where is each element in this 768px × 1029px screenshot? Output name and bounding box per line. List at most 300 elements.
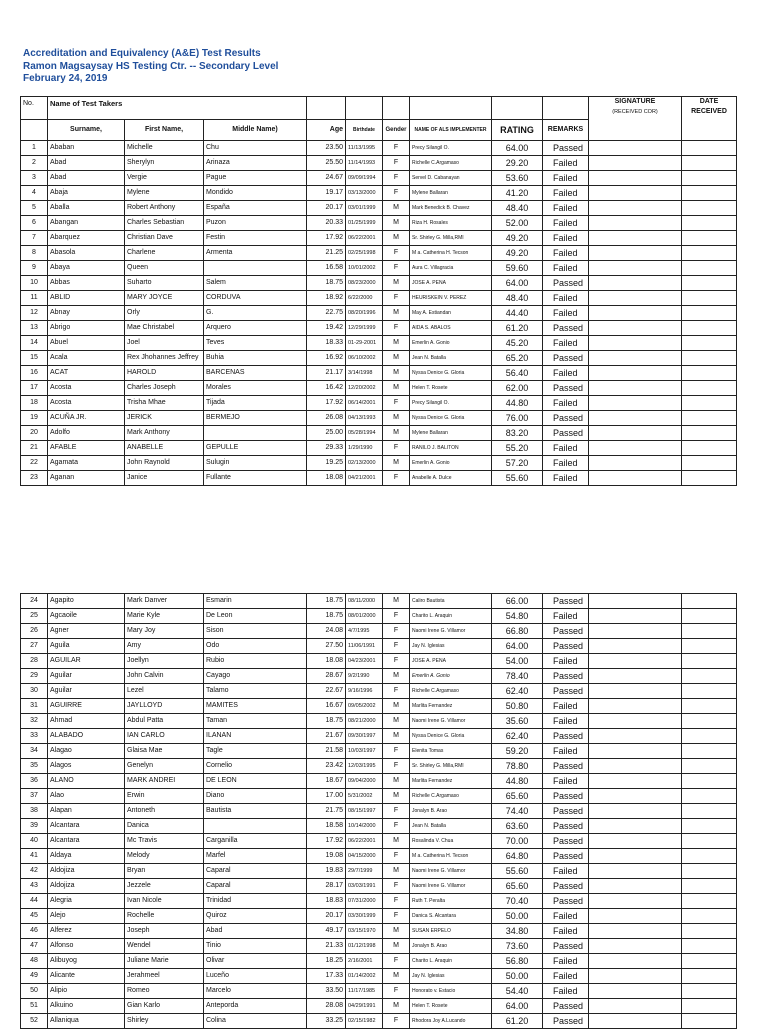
gender-cell: F (383, 684, 410, 699)
surname-cell: Alferez (48, 924, 125, 939)
row-number-cell: 17 (21, 381, 48, 396)
gender-cell: M (383, 669, 410, 684)
middle-name-cell: Salem (204, 276, 307, 291)
birthdate-cell: 02/25/1998 (346, 246, 383, 261)
middle-name-cell: Carganilla (204, 834, 307, 849)
rating-cell: 78.80 (492, 759, 543, 774)
implementer-cell: Precy Silangil O. (410, 141, 492, 156)
remarks-cell: Passed (543, 141, 589, 156)
signature-cell (589, 471, 682, 486)
gender-cell: M (383, 699, 410, 714)
surname-header: Surname, (48, 120, 125, 141)
surname-cell: Aguilar (48, 669, 125, 684)
first-name-cell: Jerahmeel (125, 969, 204, 984)
birthdate-cell: 09/30/1997 (346, 729, 383, 744)
birthdate-cell: 11/14/1993 (346, 156, 383, 171)
first-name-cell: Trisha Mhae (125, 396, 204, 411)
remarks-cell: Failed (543, 336, 589, 351)
surname-cell: ACUÑA JR. (48, 411, 125, 426)
table-row (21, 141, 737, 156)
gender-cell: F (383, 261, 410, 276)
rating-cell: 66.00 (492, 594, 543, 609)
birthdate-cell: 9/2/1990 (346, 669, 383, 684)
gender-cell: M (383, 999, 410, 1014)
implementer-cell: Jean N. Batalla (410, 351, 492, 366)
age-cell: 21.25 (307, 246, 346, 261)
age-cell: 18.92 (307, 291, 346, 306)
birthdate-cell: 11/17/1985 (346, 984, 383, 999)
rating-cell: 65.20 (492, 351, 543, 366)
signature-cell (589, 864, 682, 879)
gender-cell: M (383, 729, 410, 744)
middle-name-cell: Buhia (204, 351, 307, 366)
table-row (21, 774, 737, 789)
remarks-cell: Passed (543, 351, 589, 366)
age-cell: 49.17 (307, 924, 346, 939)
remarks-cell: Failed (543, 186, 589, 201)
first-name-cell: Abdul Patta (125, 714, 204, 729)
row-number-cell: 32 (21, 714, 48, 729)
rating-cell: 62.40 (492, 729, 543, 744)
signature-cell (589, 336, 682, 351)
row-number-cell: 28 (21, 654, 48, 669)
middle-name-cell: Anteporda (204, 999, 307, 1014)
birthdate-cell: 9/16/1996 (346, 684, 383, 699)
implementer-cell: May A. Estiandan (410, 306, 492, 321)
age-cell: 33.50 (307, 984, 346, 999)
row-number-cell: 2 (21, 156, 48, 171)
first-name-cell: John Calvin (125, 669, 204, 684)
rating-header: RATING (492, 120, 543, 141)
remarks-cell: Failed (543, 156, 589, 171)
birthdate-cell: 3/14/1998 (346, 366, 383, 381)
date-received-cell (682, 231, 737, 246)
rating-cell: 49.20 (492, 246, 543, 261)
first-name-cell: Joseph (125, 924, 204, 939)
row-number-cell: 31 (21, 699, 48, 714)
birthdate-cell: 10/14/2000 (346, 819, 383, 834)
testing-center: Ramon Magsaysay HS Testing Ctr. -- Secondary Level (23, 60, 279, 72)
first-name-cell: Sherylyn (125, 156, 204, 171)
age-cell: 18.67 (307, 774, 346, 789)
first-name-header: First Name, (125, 120, 204, 141)
surname-cell: AFABLE (48, 441, 125, 456)
surname-cell: Alicante (48, 969, 125, 984)
implementer-cell: Nyssa Denice G. Gloria (410, 411, 492, 426)
implementer-cell: Richelle C.Argamaso (410, 789, 492, 804)
gender-cell: M (383, 594, 410, 609)
table-row (21, 879, 737, 894)
surname-cell: Agcaoile (48, 609, 125, 624)
surname-cell: Agapito (48, 594, 125, 609)
middle-name-cell: CORDUVA (204, 291, 307, 306)
table-row (21, 1014, 737, 1029)
date-received-cell (682, 351, 737, 366)
table-row (21, 834, 737, 849)
surname-cell: Alao (48, 789, 125, 804)
birthdate-cell: 08/23/2000 (346, 276, 383, 291)
date-received-cell (682, 684, 737, 699)
middle-name-cell: Taman (204, 714, 307, 729)
middle-name-cell: Luceño (204, 969, 307, 984)
date-received-header: DATE RECEIVED (682, 97, 737, 141)
gender-cell: M (383, 366, 410, 381)
gender-cell: M (383, 216, 410, 231)
birthdate-cell: 08/20/1996 (346, 306, 383, 321)
surname-cell: AGUIRRE (48, 699, 125, 714)
row-number-cell: 30 (21, 684, 48, 699)
gender-cell: F (383, 654, 410, 669)
implementer-cell: AIDA S. ABALOS (410, 321, 492, 336)
row-number-cell: 51 (21, 999, 48, 1014)
date-received-cell (682, 336, 737, 351)
row-number-cell: 16 (21, 366, 48, 381)
middle-name-cell: Esmarin (204, 594, 307, 609)
surname-cell: Alipio (48, 984, 125, 999)
surname-cell: Abrigo (48, 321, 125, 336)
implementer-cell: Nyssa Denice G. Gloria (410, 729, 492, 744)
birthdate-cell: 01/14/2002 (346, 969, 383, 984)
first-name-cell: Danica (125, 819, 204, 834)
middle-name-cell: Caparal (204, 879, 307, 894)
table-row (21, 924, 737, 939)
signature-cell (589, 954, 682, 969)
row-number-cell: 20 (21, 426, 48, 441)
gender-cell: M (383, 306, 410, 321)
implementer-cell: M a. Catherina H. Tecson (410, 849, 492, 864)
row-number-cell: 35 (21, 759, 48, 774)
rating-cell: 64.00 (492, 999, 543, 1014)
gender-cell: F (383, 639, 410, 654)
surname-cell: Abangan (48, 216, 125, 231)
rating-cell: 57.20 (492, 456, 543, 471)
rating-cell: 65.60 (492, 879, 543, 894)
age-cell: 17.92 (307, 396, 346, 411)
age-cell: 19.42 (307, 321, 346, 336)
signature-cell (589, 999, 682, 1014)
gender-cell: F (383, 819, 410, 834)
remarks-cell: Passed (543, 879, 589, 894)
remarks-cell: Passed (543, 321, 589, 336)
date-received-cell (682, 969, 737, 984)
first-name-cell: Charlene (125, 246, 204, 261)
surname-cell: Acala (48, 351, 125, 366)
surname-cell: Aldojiza (48, 864, 125, 879)
middle-name-cell: MAMITES (204, 699, 307, 714)
surname-cell: Abad (48, 156, 125, 171)
surname-cell: Acosta (48, 381, 125, 396)
birthdate-cell: 04/29/1991 (346, 999, 383, 1014)
signature-cell (589, 729, 682, 744)
first-name-cell: Suharto (125, 276, 204, 291)
first-name-cell: Rex Jhohannes Jeffrey (125, 351, 204, 366)
rating-cell: 50.00 (492, 969, 543, 984)
row-number-cell: 36 (21, 774, 48, 789)
date-received-cell (682, 849, 737, 864)
gender-cell: F (383, 894, 410, 909)
birthdate-cell: 02/13/2000 (346, 456, 383, 471)
gender-cell: F (383, 171, 410, 186)
signature-cell (589, 306, 682, 321)
table-row (21, 216, 737, 231)
rating-cell: 74.40 (492, 804, 543, 819)
implementer-cell: Naomi Irene G. Villamor (410, 714, 492, 729)
remarks-cell: Passed (543, 729, 589, 744)
table-row (21, 426, 737, 441)
first-name-cell: Glaisa Mae (125, 744, 204, 759)
first-name-cell: IAN CARLO (125, 729, 204, 744)
middle-name-cell: Rubio (204, 654, 307, 669)
implementer-cell: JOSE A. PENA (410, 654, 492, 669)
birthdate-cell: 09/05/2002 (346, 699, 383, 714)
surname-cell: ALABADO (48, 729, 125, 744)
signature-cell (589, 624, 682, 639)
implementer-cell: Helen T. Rosete (410, 999, 492, 1014)
rating-cell: 52.00 (492, 216, 543, 231)
table-row (21, 276, 737, 291)
remarks-cell: Passed (543, 1014, 589, 1029)
gender-cell: F (383, 909, 410, 924)
signature-cell (589, 456, 682, 471)
first-name-cell: Wendel (125, 939, 204, 954)
middle-name-cell: Arquero (204, 321, 307, 336)
date-received-cell (682, 999, 737, 1014)
table-row (21, 186, 737, 201)
first-name-cell: Charles Sebastian (125, 216, 204, 231)
birthdate-cell: 05/28/1994 (346, 426, 383, 441)
signature-cell (589, 909, 682, 924)
signature-cell (589, 849, 682, 864)
date-received-cell (682, 714, 737, 729)
table-row (21, 669, 737, 684)
remarks-cell: Failed (543, 261, 589, 276)
rating-cell: 64.00 (492, 276, 543, 291)
row-number-cell: 40 (21, 834, 48, 849)
table-row (21, 969, 737, 984)
age-cell: 21.17 (307, 366, 346, 381)
table-row (21, 804, 737, 819)
table-row (21, 729, 737, 744)
implementer-cell: Mylene Ballaran (410, 426, 492, 441)
remarks-cell: Passed (543, 939, 589, 954)
table-row (21, 381, 737, 396)
rating-cell: 45.20 (492, 336, 543, 351)
signature-cell (589, 426, 682, 441)
surname-cell: Abad (48, 171, 125, 186)
birthdate-cell: 03/30/1999 (346, 909, 383, 924)
remarks-cell: Failed (543, 396, 589, 411)
signature-cell (589, 396, 682, 411)
middle-name-cell: Chu (204, 141, 307, 156)
age-cell: 18.75 (307, 714, 346, 729)
date-received-cell (682, 894, 737, 909)
implementer-cell: Precy Silangil O. (410, 396, 492, 411)
surname-cell: Abuel (48, 336, 125, 351)
table-row (21, 984, 737, 999)
row-number-cell: 1 (21, 141, 48, 156)
gender-cell: F (383, 879, 410, 894)
surname-cell: Aguilar (48, 684, 125, 699)
first-name-cell: Orly (125, 306, 204, 321)
birthdate-cell: 06/22/2001 (346, 231, 383, 246)
table-row (21, 954, 737, 969)
middle-name-cell: Fullante (204, 471, 307, 486)
age-cell: 17.00 (307, 789, 346, 804)
first-name-cell: Amy (125, 639, 204, 654)
surname-cell: Alkuino (48, 999, 125, 1014)
signature-cell (589, 744, 682, 759)
table-row (21, 744, 737, 759)
gender-cell: M (383, 411, 410, 426)
date-received-cell (682, 744, 737, 759)
implementer-cell: Charito L. Araquin (410, 954, 492, 969)
age-cell: 19.17 (307, 186, 346, 201)
date-received-cell (682, 864, 737, 879)
middle-name-cell (204, 819, 307, 834)
date-received-cell (682, 924, 737, 939)
surname-cell: ABLID (48, 291, 125, 306)
implementer-cell: Nyssa Denice G. Gloria (410, 366, 492, 381)
gender-cell: M (383, 774, 410, 789)
signature-cell (589, 834, 682, 849)
middle-name-cell: Tagle (204, 744, 307, 759)
date-received-cell (682, 396, 737, 411)
gender-cell: F (383, 804, 410, 819)
remarks-cell: Passed (543, 381, 589, 396)
remarks-header: REMARKS (543, 120, 589, 141)
surname-cell: Allaniqua (48, 1014, 125, 1029)
test-date: February 24, 2019 (23, 73, 108, 84)
birthdate-cell: 10/01/2002 (346, 261, 383, 276)
implementer-cell: Mark Benedick B. Chavez (410, 201, 492, 216)
surname-cell: Aguila (48, 639, 125, 654)
row-number-cell: 9 (21, 261, 48, 276)
date-received-cell (682, 471, 737, 486)
table-row (21, 849, 737, 864)
age-cell: 26.08 (307, 411, 346, 426)
signature-cell (589, 654, 682, 669)
row-number-cell: 10 (21, 276, 48, 291)
gender-cell: M (383, 351, 410, 366)
date-received-cell (682, 879, 737, 894)
signature-cell (589, 231, 682, 246)
age-cell: 18.25 (307, 954, 346, 969)
birthdate-cell: 06/10/2002 (346, 351, 383, 366)
remarks-cell: Passed (543, 789, 589, 804)
surname-cell: Alegria (48, 894, 125, 909)
table-row (21, 909, 737, 924)
rating-cell: 54.00 (492, 654, 543, 669)
rating-cell: 35.60 (492, 714, 543, 729)
birthdate-cell: 03/03/1991 (346, 879, 383, 894)
rating-cell: 55.60 (492, 471, 543, 486)
age-cell: 21.33 (307, 939, 346, 954)
date-received-cell (682, 909, 737, 924)
implementer-cell: Emerlin A. Gonio (410, 456, 492, 471)
gender-cell: F (383, 759, 410, 774)
gender-cell: F (383, 471, 410, 486)
implementer-cell: Mylene Ballaran (410, 186, 492, 201)
implementer-cell: Honorato v. Estacio (410, 984, 492, 999)
first-name-cell: Mark Anthony (125, 426, 204, 441)
implementer-cell: Danica S. Alcantara (410, 909, 492, 924)
remarks-cell: Passed (543, 819, 589, 834)
gender-cell: M (383, 336, 410, 351)
middle-name-cell: Abad (204, 924, 307, 939)
implementer-cell: Jonalyn B. Arao (410, 939, 492, 954)
surname-cell: Adolfo (48, 426, 125, 441)
birthdate-cell: 10/03/1997 (346, 744, 383, 759)
table-row (21, 246, 737, 261)
remarks-cell: Passed (543, 804, 589, 819)
implementer-cell: Servel D. Cabanayan (410, 171, 492, 186)
implementer-cell: Rosalinda V. Chua (410, 834, 492, 849)
age-cell: 16.58 (307, 261, 346, 276)
rating-cell: 34.80 (492, 924, 543, 939)
surname-cell: Alejo (48, 909, 125, 924)
implementer-cell: Naomi Irene G. Villamor (410, 624, 492, 639)
row-number-cell: 50 (21, 984, 48, 999)
birthdate-cell: 08/11/2000 (346, 594, 383, 609)
age-cell: 20.17 (307, 909, 346, 924)
row-number-cell: 4 (21, 186, 48, 201)
middle-name-cell: Mondido (204, 186, 307, 201)
row-number-cell: 33 (21, 729, 48, 744)
date-received-cell (682, 789, 737, 804)
signature-cell (589, 759, 682, 774)
remarks-cell: Failed (543, 441, 589, 456)
rating-cell: 50.00 (492, 909, 543, 924)
middle-name-cell: Sison (204, 624, 307, 639)
remarks-cell: Passed (543, 684, 589, 699)
signature-cell (589, 291, 682, 306)
age-cell: 28.17 (307, 879, 346, 894)
implementer-cell: Elenita Tomas (410, 744, 492, 759)
remarks-cell: Failed (543, 774, 589, 789)
implementer-cell: Sr. Shirley G. Milla,RMI (410, 231, 492, 246)
age-cell: 22.67 (307, 684, 346, 699)
surname-cell: Agner (48, 624, 125, 639)
age-cell: 21.67 (307, 729, 346, 744)
table-row (21, 684, 737, 699)
signature-cell (589, 939, 682, 954)
surname-cell: Abaja (48, 186, 125, 201)
birthdate-cell: 03/13/2000 (346, 186, 383, 201)
rating-cell: 64.00 (492, 141, 543, 156)
name-group-header: Name of Test Takers (48, 97, 307, 120)
birthdate-cell: 07/31/2000 (346, 894, 383, 909)
implementer-cell: Rhodora Joy A.Lucando (410, 1014, 492, 1029)
remarks-cell: Failed (543, 924, 589, 939)
gender-cell: F (383, 291, 410, 306)
middle-name-cell: Talamo (204, 684, 307, 699)
row-number-cell: 13 (21, 321, 48, 336)
date-received-cell (682, 381, 737, 396)
middle-name-cell: DE LEON (204, 774, 307, 789)
surname-cell: Alapan (48, 804, 125, 819)
surname-cell: ALANO (48, 774, 125, 789)
col-no-header: No. (21, 97, 48, 120)
row-number-cell: 39 (21, 819, 48, 834)
remarks-cell: Passed (543, 594, 589, 609)
first-name-cell: Mary Joy (125, 624, 204, 639)
signature-cell (589, 984, 682, 999)
rating-cell: 70.00 (492, 834, 543, 849)
gender-cell: M (383, 231, 410, 246)
birthdate-cell: 01-29-2001 (346, 336, 383, 351)
implementer-cell: Jay N. Iglesias (410, 639, 492, 654)
birthdate-cell: 08/15/1997 (346, 804, 383, 819)
